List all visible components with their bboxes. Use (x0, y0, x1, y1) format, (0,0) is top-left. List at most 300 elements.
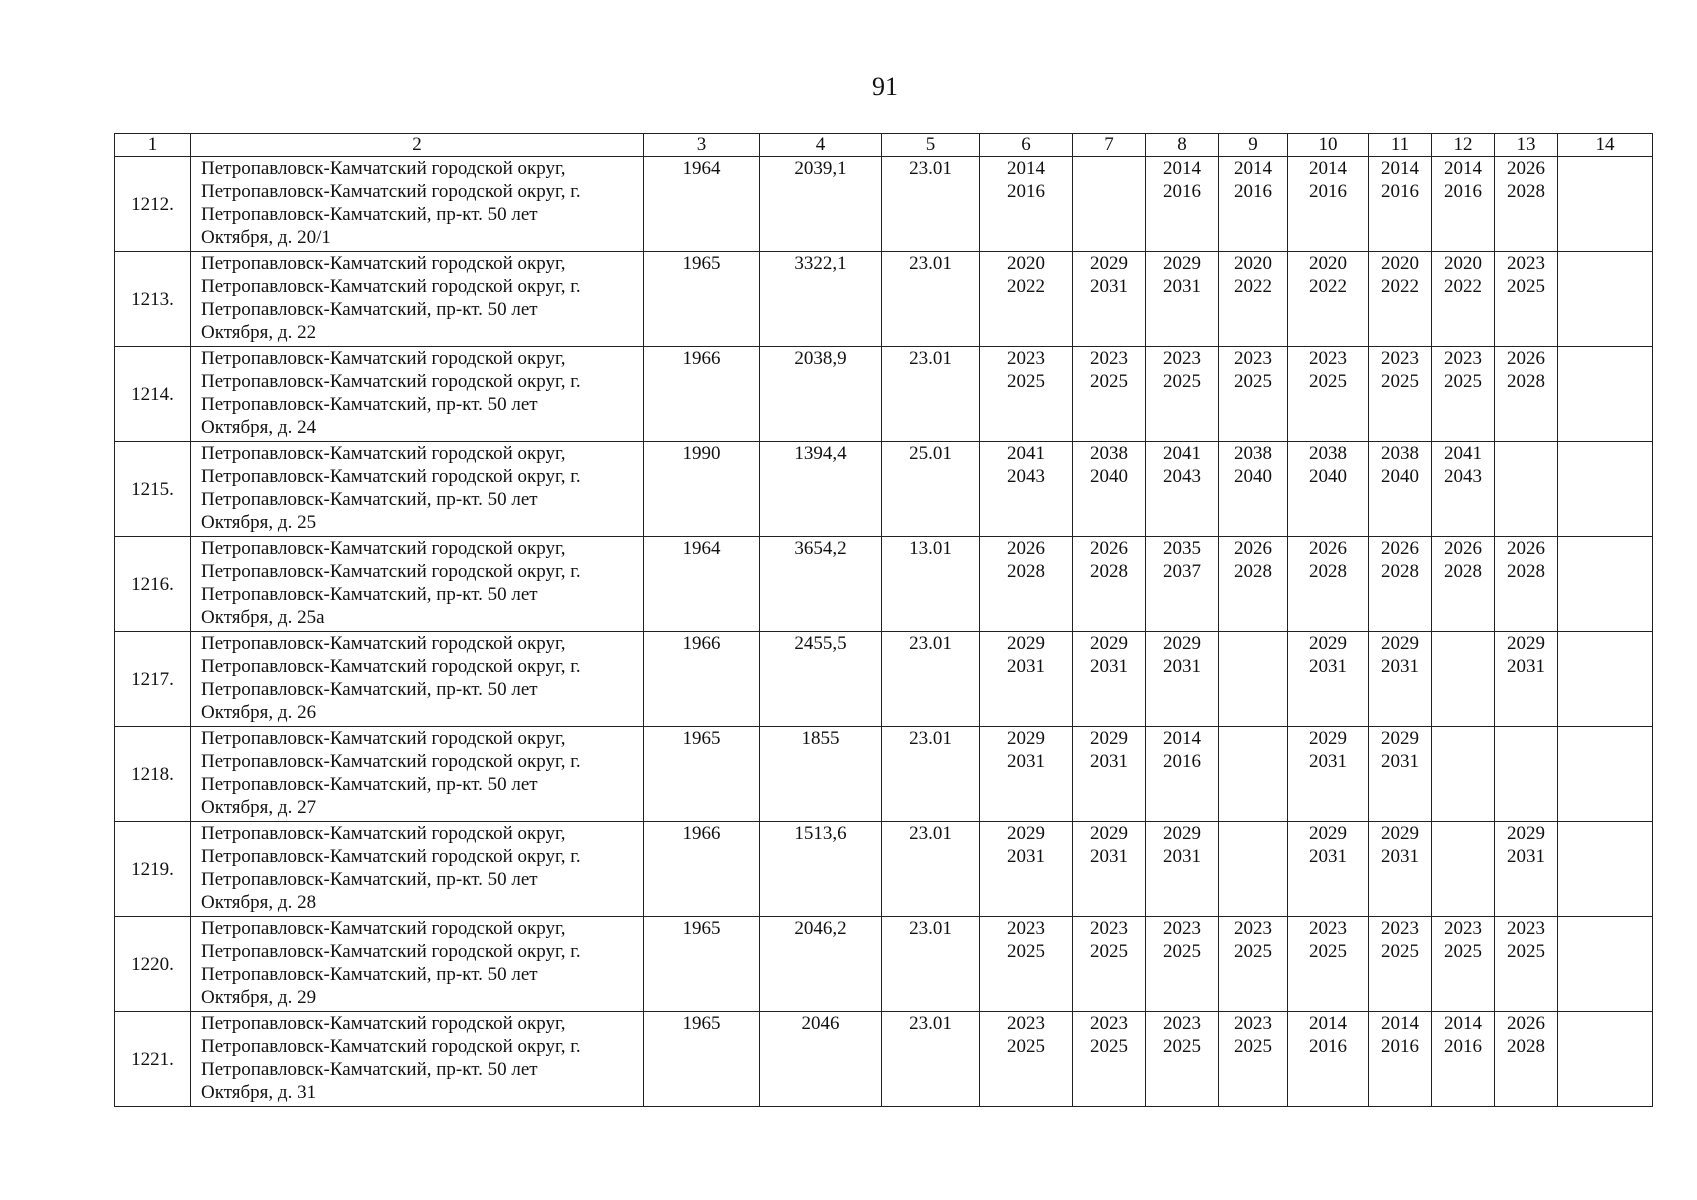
period-cell (1495, 632, 1558, 727)
column-header: 12 (1432, 134, 1495, 157)
code-cell: 23.01 (882, 1012, 980, 1107)
period-start: 2029 (1309, 823, 1347, 844)
address-cell (191, 537, 644, 632)
period-start: 2041 (1163, 443, 1201, 464)
period-end: 2025 (1090, 371, 1128, 392)
period-cell (1369, 917, 1432, 1012)
column-header: 1 (115, 134, 191, 157)
address-line: Петропавловск-Камчатский городской округ, г. (201, 371, 581, 392)
period-end: 2031 (1163, 656, 1201, 677)
period-cell (980, 822, 1073, 917)
period-start: 2023 (1007, 1013, 1045, 1034)
period-cell (980, 442, 1073, 537)
column-header: 11 (1369, 134, 1432, 157)
period-start: 2023 (1234, 348, 1272, 369)
period-end: 2025 (1507, 941, 1545, 962)
period-start: 2029 (1090, 823, 1128, 844)
period-end: 2031 (1309, 751, 1347, 772)
address-line: Петропавловск-Камчатский, пр-кт. 50 лет (201, 869, 538, 890)
period-cell (1558, 252, 1653, 347)
period-cell (1432, 822, 1495, 917)
period-start: 2038 (1234, 443, 1272, 464)
period-cell (1146, 727, 1219, 822)
address-line: Петропавловск-Камчатский городской округ, (201, 538, 566, 559)
period-start: 2038 (1309, 443, 1347, 464)
period-cell (1146, 252, 1219, 347)
period-cell (1146, 347, 1219, 442)
period-start: 2023 (1444, 348, 1482, 369)
period-cell (1288, 1012, 1369, 1107)
address-line: Октября, д. 25 (201, 512, 317, 533)
period-cell (1073, 727, 1146, 822)
period-start: 2026 (1234, 538, 1272, 559)
period-start: 2026 (1007, 538, 1045, 559)
period-start: 2035 (1163, 538, 1201, 559)
period-start: 2014 (1309, 1013, 1347, 1034)
address-line: Октября, д. 20/1 (201, 227, 331, 248)
period-end: 2022 (1007, 276, 1045, 297)
period-cell (1495, 252, 1558, 347)
period-cell (1219, 252, 1288, 347)
address-line: Октября, д. 31 (201, 1082, 317, 1103)
column-header: 8 (1146, 134, 1219, 157)
period-end: 2025 (1381, 371, 1419, 392)
address-line: Петропавловск-Камчатский городской округ, (201, 348, 566, 369)
address-line: Петропавловск-Камчатский городской округ, г. (201, 846, 581, 867)
address-line: Петропавловск-Камчатский городской округ, (201, 633, 566, 654)
build-year-cell: 1964 (644, 157, 760, 252)
address-line: Петропавловск-Камчатский, пр-кт. 50 лет (201, 964, 538, 985)
period-end: 2031 (1090, 751, 1128, 772)
code-cell: 23.01 (882, 727, 980, 822)
area-cell: 1855 (760, 727, 882, 822)
period-end: 2025 (1090, 941, 1128, 962)
code-cell: 13.01 (882, 537, 980, 632)
period-cell (1219, 157, 1288, 252)
row-number: 1221. (115, 1012, 191, 1107)
period-end: 2022 (1444, 276, 1482, 297)
period-start: 2026 (1507, 1013, 1545, 1034)
period-cell (1558, 917, 1653, 1012)
address-line: Октября, д. 22 (201, 322, 317, 343)
table-row (115, 632, 1653, 727)
table-row (115, 822, 1653, 917)
period-cell (1558, 727, 1653, 822)
build-year-cell: 1965 (644, 727, 760, 822)
row-number: 1219. (115, 822, 191, 917)
period-start: 2020 (1007, 253, 1045, 274)
period-cell (1146, 822, 1219, 917)
period-start: 2026 (1309, 538, 1347, 559)
column-header: 7 (1073, 134, 1146, 157)
code-cell: 23.01 (882, 157, 980, 252)
period-start: 2020 (1381, 253, 1419, 274)
period-start: 2026 (1090, 538, 1128, 559)
code-cell: 23.01 (882, 632, 980, 727)
table-row (115, 1012, 1653, 1107)
period-end: 2016 (1309, 181, 1347, 202)
period-end: 2025 (1234, 371, 1272, 392)
period-end: 2025 (1007, 371, 1045, 392)
address-cell (191, 727, 644, 822)
period-start: 2029 (1163, 823, 1201, 844)
period-end: 2031 (1007, 656, 1045, 677)
period-start: 2023 (1163, 1013, 1201, 1034)
period-cell (1288, 727, 1369, 822)
address-line: Петропавловск-Камчатский городской округ, (201, 823, 566, 844)
address-line: Петропавловск-Камчатский городской округ, г. (201, 181, 581, 202)
period-end: 2028 (1007, 561, 1045, 582)
period-start: 2029 (1507, 823, 1545, 844)
period-cell (1432, 347, 1495, 442)
period-cell (1369, 1012, 1432, 1107)
column-header: 4 (760, 134, 882, 157)
period-start: 2023 (1381, 348, 1419, 369)
period-end: 2031 (1007, 846, 1045, 867)
period-cell (1432, 537, 1495, 632)
address-line: Октября, д. 25а (201, 607, 325, 628)
period-end: 2028 (1444, 561, 1482, 582)
period-start: 2023 (1309, 918, 1347, 939)
period-start: 2026 (1507, 158, 1545, 179)
period-start: 2020 (1234, 253, 1272, 274)
period-start: 2023 (1163, 348, 1201, 369)
area-cell: 1513,6 (760, 822, 882, 917)
period-cell (1073, 347, 1146, 442)
address-line: Октября, д. 26 (201, 702, 317, 723)
period-cell (1288, 632, 1369, 727)
period-cell (1432, 157, 1495, 252)
period-start: 2026 (1381, 538, 1419, 559)
address-line: Петропавловск-Камчатский, пр-кт. 50 лет (201, 394, 538, 415)
period-cell (1073, 442, 1146, 537)
period-end: 2025 (1007, 941, 1045, 962)
period-start: 2029 (1163, 253, 1201, 274)
period-cell (1558, 537, 1653, 632)
period-end: 2016 (1444, 1036, 1482, 1057)
address-line: Петропавловск-Камчатский городской округ, (201, 918, 566, 939)
table-row (115, 727, 1653, 822)
period-start: 2014 (1163, 728, 1201, 749)
table-row (115, 252, 1653, 347)
column-header: 2 (191, 134, 644, 157)
address-line: Петропавловск-Камчатский, пр-кт. 50 лет (201, 204, 538, 225)
period-cell (1558, 822, 1653, 917)
period-cell (1495, 442, 1558, 537)
table-row (115, 917, 1653, 1012)
period-end: 2031 (1163, 276, 1201, 297)
period-cell (1073, 917, 1146, 1012)
period-cell (1073, 537, 1146, 632)
period-end: 2031 (1309, 846, 1347, 867)
address-line: Петропавловск-Камчатский городской округ, (201, 443, 566, 464)
address-line: Октября, д. 27 (201, 797, 317, 818)
address-cell (191, 347, 644, 442)
column-header: 6 (980, 134, 1073, 157)
period-start: 2041 (1007, 443, 1045, 464)
period-cell (1432, 917, 1495, 1012)
period-start: 2023 (1090, 348, 1128, 369)
address-cell (191, 157, 644, 252)
page-number: 91 (872, 72, 898, 101)
address-line: Петропавловск-Камчатский городской округ, г. (201, 751, 581, 772)
address-line: Петропавловск-Камчатский, пр-кт. 50 лет (201, 584, 538, 605)
period-end: 2025 (1163, 371, 1201, 392)
period-cell (1288, 822, 1369, 917)
period-cell (1219, 442, 1288, 537)
period-start: 2038 (1381, 443, 1419, 464)
period-end: 2040 (1381, 466, 1419, 487)
period-cell (1369, 727, 1432, 822)
build-year-cell: 1990 (644, 442, 760, 537)
column-header: 10 (1288, 134, 1369, 157)
period-cell (1495, 157, 1558, 252)
period-start: 2026 (1507, 538, 1545, 559)
column-number-row (115, 134, 1653, 157)
period-end: 2025 (1309, 371, 1347, 392)
column-header: 13 (1495, 134, 1558, 157)
period-end: 2028 (1309, 561, 1347, 582)
period-end: 2043 (1163, 466, 1201, 487)
period-end: 2025 (1163, 1036, 1201, 1057)
address-line: Петропавловск-Камчатский городской округ, г. (201, 941, 581, 962)
period-end: 2016 (1007, 181, 1045, 202)
period-end: 2031 (1507, 656, 1545, 677)
period-cell (980, 917, 1073, 1012)
period-cell (1073, 252, 1146, 347)
period-cell (980, 727, 1073, 822)
period-start: 2026 (1444, 538, 1482, 559)
period-end: 2016 (1381, 1036, 1419, 1057)
period-end: 2028 (1090, 561, 1128, 582)
period-start: 2014 (1444, 1013, 1482, 1034)
table-row (115, 347, 1653, 442)
period-start: 2029 (1163, 633, 1201, 654)
address-line: Петропавловск-Камчатский городской округ, (201, 253, 566, 274)
period-start: 2038 (1090, 443, 1128, 464)
period-end: 2025 (1507, 276, 1545, 297)
period-cell (1432, 442, 1495, 537)
period-end: 2028 (1507, 1036, 1545, 1057)
period-start: 2014 (1381, 158, 1419, 179)
period-end: 2025 (1234, 1036, 1272, 1057)
period-start: 2029 (1090, 728, 1128, 749)
period-cell (1369, 537, 1432, 632)
period-start: 2026 (1507, 348, 1545, 369)
period-cell (1288, 442, 1369, 537)
period-end: 2028 (1507, 561, 1545, 582)
period-start: 2029 (1007, 633, 1045, 654)
period-end: 2016 (1444, 181, 1482, 202)
address-cell (191, 822, 644, 917)
period-start: 2029 (1381, 823, 1419, 844)
period-end: 2040 (1090, 466, 1128, 487)
period-end: 2025 (1090, 1036, 1128, 1057)
period-start: 2029 (1381, 728, 1419, 749)
row-number: 1218. (115, 727, 191, 822)
period-start: 2023 (1234, 918, 1272, 939)
period-cell (1495, 917, 1558, 1012)
period-cell (1146, 157, 1219, 252)
period-cell (980, 1012, 1073, 1107)
period-end: 2031 (1381, 751, 1419, 772)
build-year-cell: 1966 (644, 632, 760, 727)
address-line: Петропавловск-Камчатский, пр-кт. 50 лет (201, 679, 538, 700)
period-cell (1495, 727, 1558, 822)
period-end: 2031 (1381, 656, 1419, 677)
period-start: 2020 (1309, 253, 1347, 274)
period-cell (1219, 822, 1288, 917)
table-row (115, 157, 1653, 252)
period-start: 2023 (1007, 918, 1045, 939)
period-cell (1073, 822, 1146, 917)
period-cell (1288, 917, 1369, 1012)
period-end: 2028 (1234, 561, 1272, 582)
period-cell (980, 157, 1073, 252)
period-end: 2025 (1444, 371, 1482, 392)
period-start: 2023 (1507, 253, 1545, 274)
period-cell (1369, 252, 1432, 347)
build-year-cell: 1966 (644, 347, 760, 442)
period-end: 2031 (1090, 276, 1128, 297)
address-cell (191, 632, 644, 727)
period-start: 2023 (1507, 918, 1545, 939)
period-cell (1432, 1012, 1495, 1107)
period-end: 2025 (1163, 941, 1201, 962)
period-end: 2040 (1309, 466, 1347, 487)
period-end: 2022 (1309, 276, 1347, 297)
period-cell (1558, 157, 1653, 252)
address-line: Петропавловск-Камчатский, пр-кт. 50 лет (201, 1059, 538, 1080)
period-cell (1369, 347, 1432, 442)
period-cell (1495, 537, 1558, 632)
period-start: 2029 (1090, 633, 1128, 654)
row-number: 1220. (115, 917, 191, 1012)
address-line: Петропавловск-Камчатский городской округ, г. (201, 1036, 581, 1057)
period-start: 2014 (1381, 1013, 1419, 1034)
address-line: Петропавловск-Камчатский, пр-кт. 50 лет (201, 299, 538, 320)
period-end: 2025 (1234, 941, 1272, 962)
period-cell (1558, 632, 1653, 727)
period-start: 2041 (1444, 443, 1482, 464)
address-line: Октября, д. 29 (201, 987, 317, 1008)
period-cell (980, 347, 1073, 442)
row-number: 1213. (115, 252, 191, 347)
period-end: 2031 (1507, 846, 1545, 867)
address-cell (191, 1012, 644, 1107)
address-line: Октября, д. 24 (201, 417, 317, 438)
period-end: 2016 (1234, 181, 1272, 202)
period-cell (1288, 347, 1369, 442)
period-cell (1495, 822, 1558, 917)
period-cell (1369, 822, 1432, 917)
code-cell: 25.01 (882, 442, 980, 537)
period-end: 2022 (1234, 276, 1272, 297)
period-start: 2014 (1234, 158, 1272, 179)
code-cell: 23.01 (882, 822, 980, 917)
period-end: 2031 (1007, 751, 1045, 772)
period-end: 2016 (1163, 751, 1201, 772)
period-cell (1219, 917, 1288, 1012)
address-line: Петропавловск-Камчатский городской округ, г. (201, 561, 581, 582)
period-cell (1432, 727, 1495, 822)
period-end: 2016 (1381, 181, 1419, 202)
address-line: Петропавловск-Камчатский городской округ, (201, 728, 566, 749)
address-cell (191, 442, 644, 537)
period-start: 2014 (1309, 158, 1347, 179)
table-row (115, 442, 1653, 537)
period-start: 2023 (1309, 348, 1347, 369)
period-end: 2031 (1090, 656, 1128, 677)
period-cell (1219, 632, 1288, 727)
row-number: 1212. (115, 157, 191, 252)
housing-register-table (114, 133, 1653, 1107)
period-start: 2029 (1309, 633, 1347, 654)
address-line: Петропавловск-Камчатский городской округ, г. (201, 656, 581, 677)
period-cell (980, 537, 1073, 632)
period-start: 2023 (1163, 918, 1201, 939)
period-start: 2023 (1234, 1013, 1272, 1034)
period-cell (1146, 442, 1219, 537)
period-cell (1073, 632, 1146, 727)
period-cell (980, 632, 1073, 727)
area-cell: 3322,1 (760, 252, 882, 347)
build-year-cell: 1966 (644, 822, 760, 917)
period-cell (1495, 347, 1558, 442)
period-end: 2031 (1090, 846, 1128, 867)
area-cell: 2038,9 (760, 347, 882, 442)
address-line: Петропавловск-Камчатский городской округ, (201, 1013, 566, 1034)
period-cell (1558, 1012, 1653, 1107)
period-end: 2043 (1444, 466, 1482, 487)
row-number: 1215. (115, 442, 191, 537)
period-start: 2029 (1007, 823, 1045, 844)
build-year-cell: 1964 (644, 537, 760, 632)
period-start: 2029 (1507, 633, 1545, 654)
period-start: 2014 (1444, 158, 1482, 179)
period-cell (1432, 252, 1495, 347)
address-line: Петропавловск-Камчатский, пр-кт. 50 лет (201, 489, 538, 510)
period-end: 2025 (1444, 941, 1482, 962)
address-line: Петропавловск-Камчатский городской округ, г. (201, 276, 581, 297)
period-cell (1219, 1012, 1288, 1107)
period-cell (1432, 632, 1495, 727)
period-cell (1146, 632, 1219, 727)
address-line: Петропавловск-Камчатский городской округ, г. (201, 466, 581, 487)
period-end: 2025 (1007, 1036, 1045, 1057)
period-start: 2020 (1444, 253, 1482, 274)
period-end: 2028 (1507, 371, 1545, 392)
period-cell (1219, 727, 1288, 822)
build-year-cell: 1965 (644, 1012, 760, 1107)
period-cell (1558, 347, 1653, 442)
period-cell (1219, 537, 1288, 632)
period-start: 2029 (1381, 633, 1419, 654)
period-end: 2043 (1007, 466, 1045, 487)
period-cell (1369, 632, 1432, 727)
period-end: 2031 (1163, 846, 1201, 867)
period-end: 2040 (1234, 466, 1272, 487)
period-start: 2029 (1007, 728, 1045, 749)
period-end: 2037 (1163, 561, 1201, 582)
code-cell: 23.01 (882, 347, 980, 442)
period-cell (1219, 347, 1288, 442)
period-cell (1146, 537, 1219, 632)
build-year-cell: 1965 (644, 917, 760, 1012)
period-start: 2014 (1163, 158, 1201, 179)
period-end: 2022 (1381, 276, 1419, 297)
period-end: 2031 (1309, 656, 1347, 677)
